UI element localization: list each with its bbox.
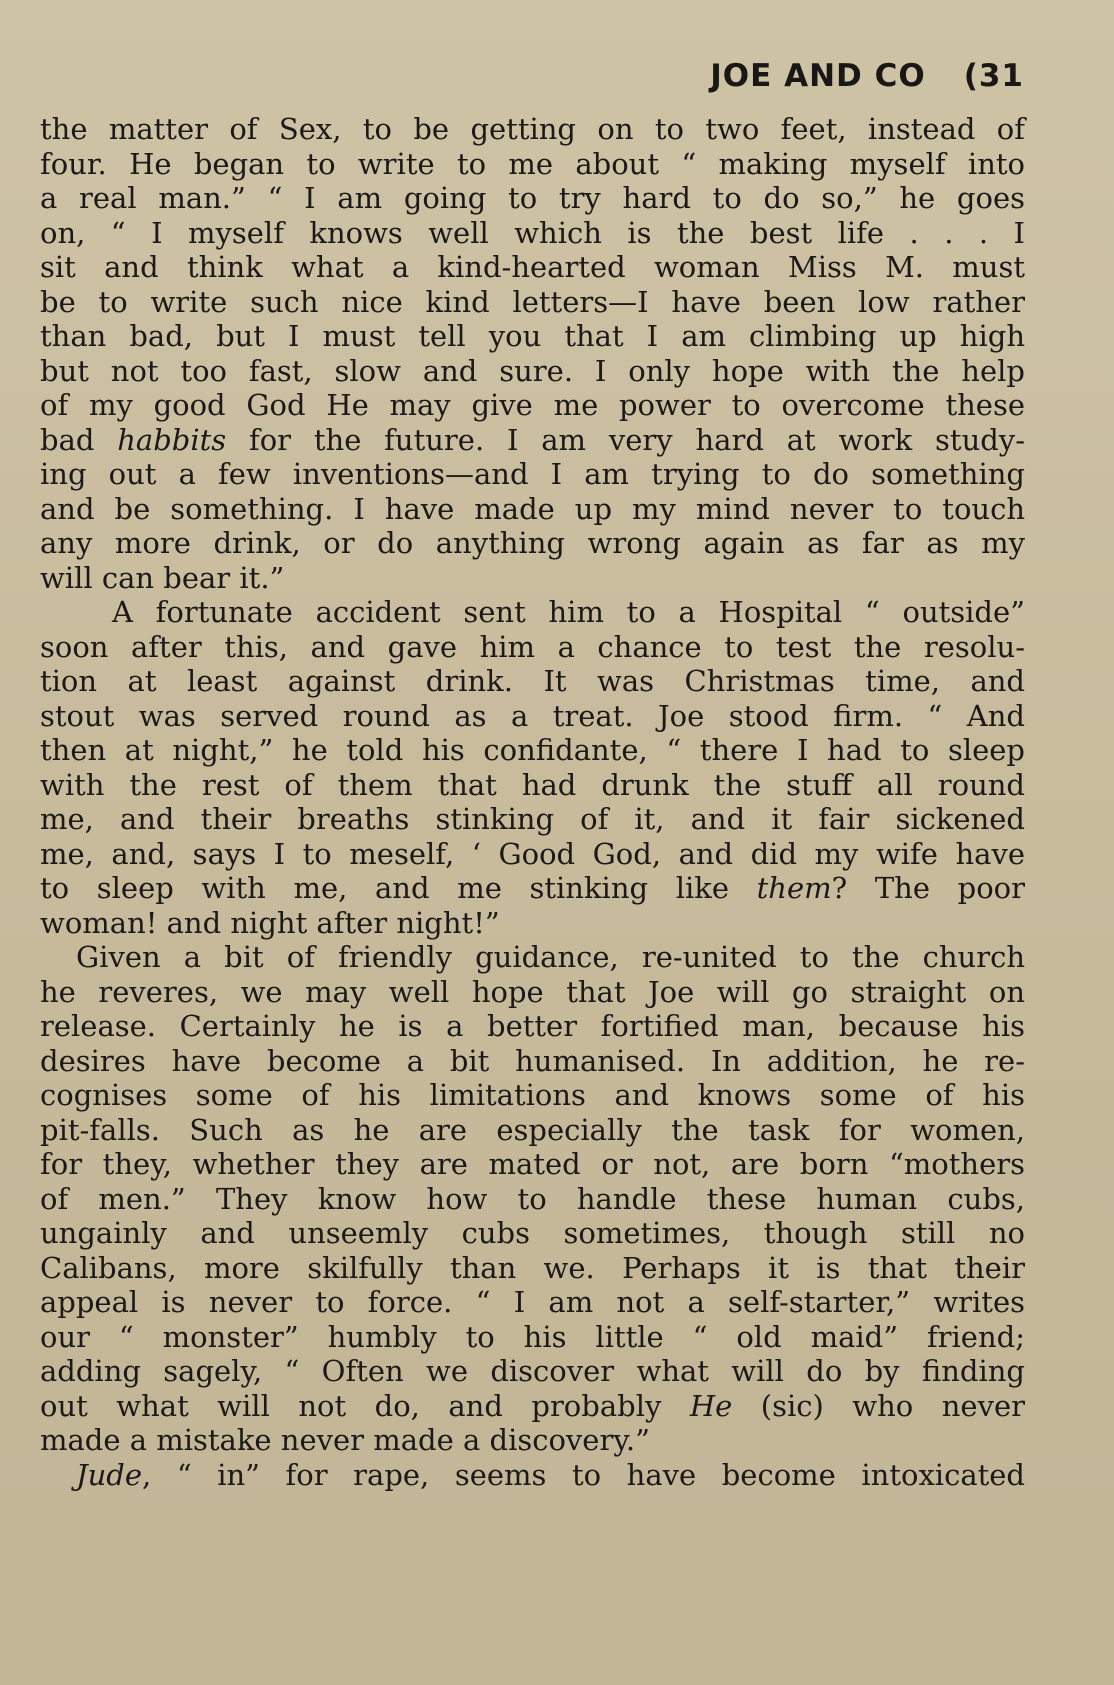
text-line: of my good God He may give me power to overcome these bbox=[40, 388, 1025, 422]
text-line: sit and think what a kind-hearted woman Miss M. must bbox=[40, 250, 1025, 284]
text-line: then at night,” he told his confidante, “ there I had to sleep bbox=[40, 733, 1025, 767]
text-line: Given a bit of friendly guidance, re-united to the church bbox=[76, 940, 1025, 974]
text-line: out what will not do, and probably He (sic) who never bbox=[40, 1388, 1026, 1423]
text-line: our “ monster” humbly to his little “ old maid” friend; bbox=[40, 1319, 1025, 1354]
text-line: a real man.” “ I am going to try hard to do so,” he goes bbox=[40, 181, 1025, 215]
text-line: appeal is never to force. “ I am not a self-starter,” writes bbox=[40, 1285, 1025, 1319]
text-line: woman! and night after night!” bbox=[40, 905, 500, 940]
text-line: pit-falls. Such as he are especially the task for women, bbox=[40, 1112, 1025, 1147]
text-line: on, “ I myself knows well which is the best life . . . I bbox=[40, 215, 1025, 250]
text-line: four. He began to write to me about “ making myself into bbox=[40, 146, 1025, 181]
text-line: tion at least against drink. It was Christmas time, and bbox=[40, 664, 1025, 698]
text-line: with the rest of them that had drunk the stuff all round bbox=[40, 767, 1025, 802]
text-line: the matter of Sex, to be getting on to two feet, instead of bbox=[40, 112, 1025, 146]
text-line: release. Certainly he is a better fortified man, because his bbox=[40, 1009, 1025, 1043]
running-header bbox=[710, 58, 1024, 94]
text-line: made a mistake never made a discovery.” bbox=[40, 1423, 650, 1457]
text-line: me, and their breaths stinking of it, and it fair sickened bbox=[40, 802, 1025, 836]
text-line: be to write such nice kind letters—I have been low rather bbox=[40, 284, 1025, 319]
text-line: of men.” They know how to handle these human cubs, bbox=[40, 1181, 1025, 1216]
text-line: he reveres, we may well hope that Joe will go straight on bbox=[40, 974, 1025, 1009]
text-line: Calibans, more skilfully than we. Perhaps it is that their bbox=[40, 1250, 1025, 1285]
text-line: and be something. I have made up my mind never to touch bbox=[40, 491, 1025, 526]
text-line: bad habbits for the future. I am very hard at work study- bbox=[40, 422, 1025, 457]
text-line: ing out a few inventions—and I am trying to do something bbox=[40, 457, 1025, 491]
text-line: to sleep with me, and me stinking like them? The poor bbox=[40, 871, 1025, 905]
text-line: A fortunate accident sent him to a Hospital “ outside” bbox=[112, 595, 1025, 629]
body-text bbox=[40, 112, 1025, 1492]
text-line: soon after this, and gave him a chance to test the resolu- bbox=[40, 629, 1025, 664]
running-title: JOE AND CO bbox=[710, 58, 926, 94]
text-line: ungainly and unseemly cubs sometimes, though still no bbox=[40, 1216, 1025, 1250]
text-line: will can bear it.” bbox=[40, 560, 285, 595]
text-line: me, and, says I to meself, ‘ Good God, and did my wife have bbox=[40, 836, 1025, 871]
text-line: Jude, “ in” for rape, seems to have become intoxicated bbox=[76, 1457, 1025, 1492]
text-line: but not too fast, slow and sure. I only hope with the help bbox=[40, 353, 1025, 388]
text-line: cognises some of his limitations and knows some of his bbox=[40, 1078, 1025, 1112]
text-line: than bad, but I must tell you that I am climbing up high bbox=[40, 319, 1025, 353]
page-number: (31 bbox=[963, 58, 1024, 94]
text-line: desires have become a bit humanised. In addition, he re- bbox=[40, 1043, 1025, 1078]
text-line: for they, whether they are mated or not, are born “mothers bbox=[40, 1147, 1025, 1181]
text-line: adding sagely, “ Often we discover what will do by finding bbox=[40, 1354, 1025, 1388]
text-line: stout was served round as a treat. Joe stood firm. “ And bbox=[40, 698, 1025, 733]
text-line: any more drink, or do anything wrong again as far as my bbox=[40, 526, 1025, 560]
